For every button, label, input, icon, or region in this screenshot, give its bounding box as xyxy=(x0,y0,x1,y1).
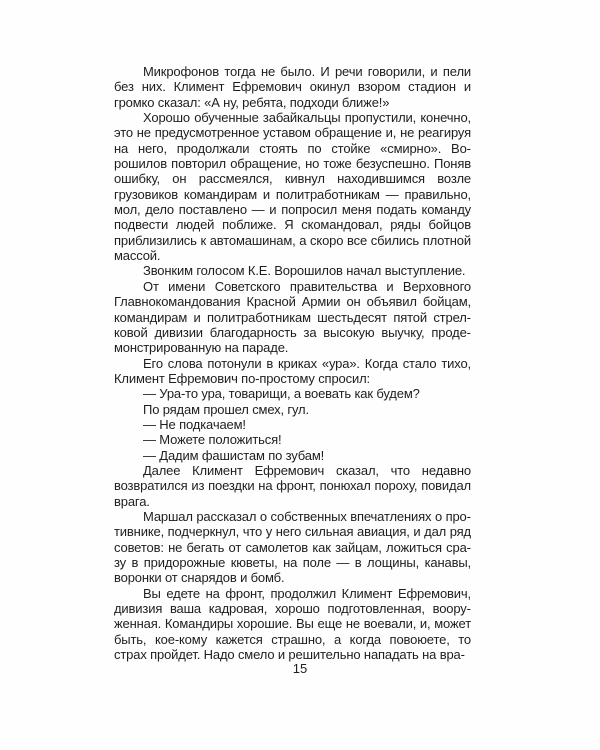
paragraph: Далее Климент Ефремович сказал, что недавно возвратился из поездки на фронт, понюхал пороху, повидал врага. xyxy=(114,462,471,509)
paragraph: Маршал рассказал о собственных впечатлениях о противнике, подчеркнул, что у него сильная авиация, и дал ряд советов: не бегать от самолетов как зайцам, ложиться сразу в придорожные кюветы, на поле — в лощины, канавы, воронки от снарядов и бомб. xyxy=(114,508,471,586)
paragraph: Звонким голосом К.Е. Ворошилов начал выступление. xyxy=(143,263,466,279)
dialogue-line: — Ура-то ура, товарищи, а воевать как будем? xyxy=(143,386,420,402)
paragraph: Хорошо обученные забайкальцы пропустили, конечно, это не предусмотренное уставом обращение и, не реагируя на него, продолжали стоять по стойке «смирно». Ворошилов повторил обращение, но тоже безуспешно. Поняв ошибку, он рассмеялся, кивнул находившимся возле грузовиков командирам и политработникам — правильно, мол, дело поставлено — и попросил меня подать команду подвести людей поближе. Я скомандовал, ряды бойцов приблизились к автомашинам, а скоро все сбились плотной массой. xyxy=(114,110,471,264)
paragraph: Его слова потонули в криках «ура». Когда стало тихо, Климент Ефремович по-простому спросил: xyxy=(114,355,471,386)
page-number: 15 xyxy=(292,661,308,676)
paragraph: Вы едете на фронт, продолжил Климент Ефремович, дивизия ваша кадровая, хорошо подготовленная, вооруженная. Командиры хорошие. Вы еще не воевали, и, может быть, кое-кому кажется страшно, а когда повоюете, то страх пройдет. Надо смело и решительно нападать на вра- xyxy=(114,585,471,663)
body-text xyxy=(114,64,471,662)
paragraph: От имени Советского правительства и Верховного Главнокомандования Красной Армии он объявил бойцам, командирам и политработникам шестьдесят пятой стрелковой дивизии благодарность за высокую выучку, продемонстрированную на параде. xyxy=(114,278,471,356)
paragraph: Микрофонов тогда не было. И речи говорили, и пели без них. Климент Ефремович окинул взором стадион и громко сказал: «А ну, ребята, подходи ближе!» xyxy=(114,64,471,110)
paragraph: По рядам прошел смех, гул. xyxy=(143,401,309,417)
dialogue-line: — Не подкачаем! xyxy=(143,416,246,432)
dialogue-line: — Можете положиться! xyxy=(143,432,282,448)
dialogue-line: — Дадим фашистам по зубам! xyxy=(143,447,325,463)
